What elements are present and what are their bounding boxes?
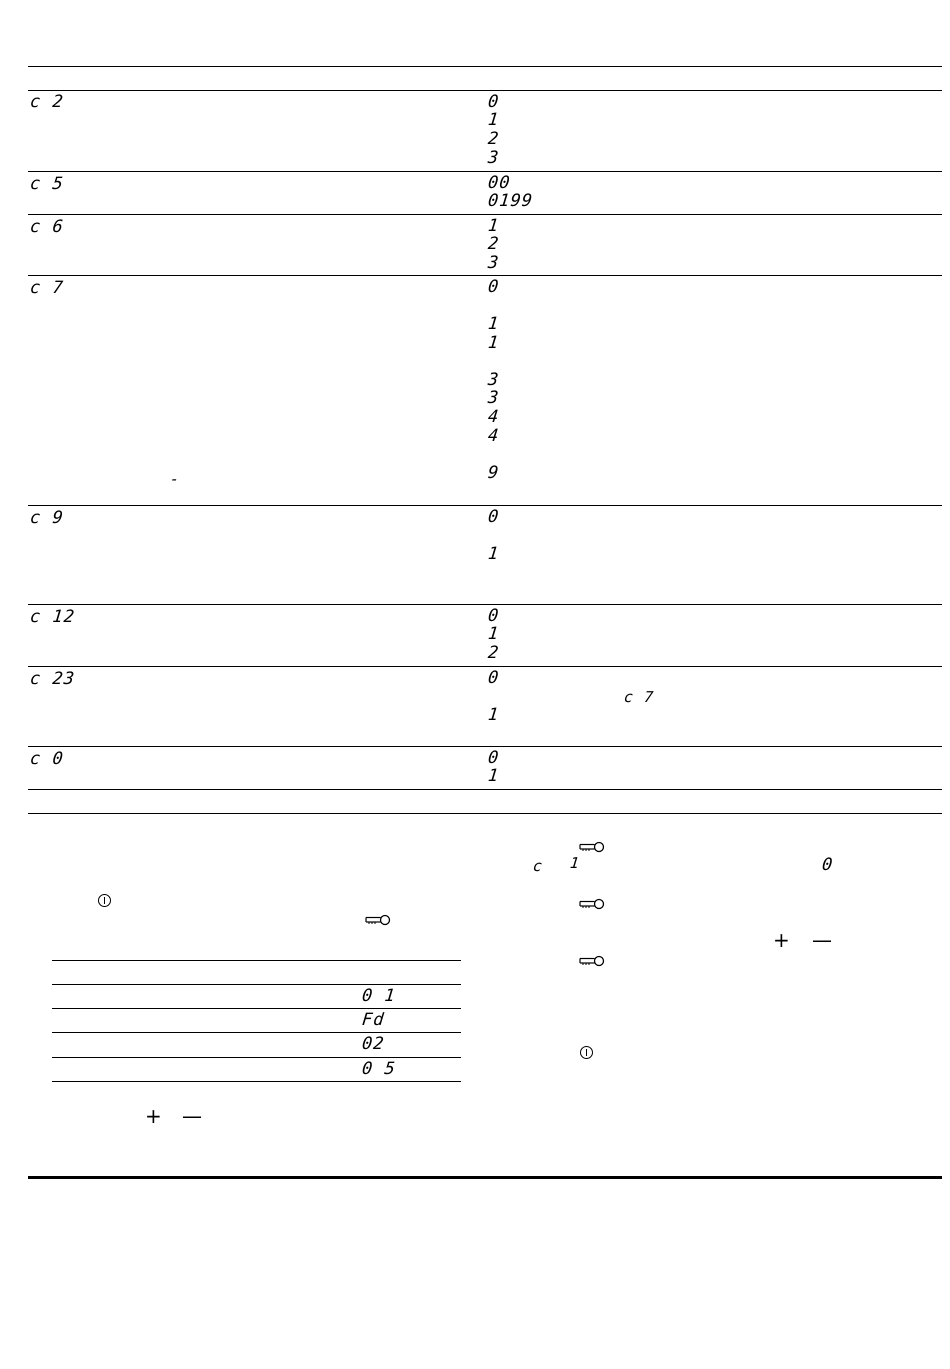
row-divider: [28, 604, 942, 605]
setting-code: c 0: [29, 749, 65, 769]
row-divider: [28, 214, 942, 215]
error-code: Fd: [361, 1010, 386, 1030]
setting-code: c 7: [29, 278, 65, 298]
key-icon: [579, 898, 605, 910]
setting-option: 4: [487, 407, 501, 427]
setting-option: 1: [487, 766, 501, 786]
setting-option: 1: [487, 314, 501, 334]
step-zero-value: 0: [821, 855, 835, 875]
setting-code: c 2: [29, 92, 65, 112]
setting-option: 0199: [487, 191, 535, 211]
setting-option: 1: [487, 110, 501, 130]
codes-table-top: [52, 960, 461, 961]
row-divider: [28, 789, 942, 790]
setting-code: c 9: [29, 508, 65, 528]
inline-code-ref: c 7: [623, 688, 656, 706]
error-code: 0 5: [361, 1059, 397, 1079]
setting-option: 3: [487, 388, 501, 408]
setting-option: 0: [487, 606, 501, 626]
setting-option: 4: [487, 426, 501, 446]
codes-table-row-line: [52, 984, 461, 985]
power-icon: [580, 1046, 593, 1059]
setting-code: c 23: [29, 669, 77, 689]
codes-table-row-line: [52, 1032, 461, 1033]
setting-option: 3: [487, 370, 501, 390]
setting-option: 1: [487, 216, 501, 236]
key-icon: [579, 955, 605, 967]
key-icon: [365, 914, 391, 926]
codes-table-bottom: [52, 1081, 461, 1082]
setting-option: 0: [487, 277, 501, 297]
setting-option: 1: [487, 705, 501, 725]
error-code: 0 1: [361, 986, 397, 1006]
error-code: 02: [361, 1034, 386, 1054]
power-icon: [98, 894, 111, 907]
setting-code: c 5: [29, 174, 65, 194]
row-divider: [28, 171, 942, 172]
setting-option: 1: [487, 624, 501, 644]
table-header-rule: [28, 90, 942, 91]
row-divider: [28, 666, 942, 667]
setting-code: c 12: [29, 607, 77, 627]
setting-option: 2: [487, 643, 501, 663]
setting-option: 3: [487, 148, 501, 168]
dash-note: -: [169, 470, 182, 488]
setting-option: 0: [487, 92, 501, 112]
key-icon: [579, 841, 605, 853]
step-code-value: 1: [569, 854, 582, 872]
setting-option: 1: [487, 333, 501, 353]
setting-option: 3: [487, 253, 501, 273]
minus-icon: —: [182, 1104, 202, 1128]
minus-icon: —: [812, 928, 832, 952]
row-divider: [28, 275, 942, 276]
row-divider: [28, 505, 942, 506]
plus-icon: +: [773, 928, 790, 952]
codes-table-row-line: [52, 1008, 461, 1009]
setting-option: 2: [487, 129, 501, 149]
setting-option: 00: [487, 173, 512, 193]
table-bottom-rule: [28, 813, 942, 814]
codes-table-row-line: [52, 1057, 461, 1058]
plus-icon: +: [145, 1104, 162, 1128]
step-code-letter: c: [532, 857, 545, 875]
setting-option: 0: [487, 748, 501, 768]
setting-option: 2: [487, 234, 501, 254]
page-bottom-rule: [28, 1176, 942, 1179]
setting-option: 0: [487, 507, 501, 527]
setting-option: 9: [487, 463, 501, 483]
setting-code: c 6: [29, 217, 65, 237]
setting-option: 1: [487, 544, 501, 564]
setting-option: 0: [487, 668, 501, 688]
row-divider: [28, 746, 942, 747]
table-top-rule: [28, 66, 942, 67]
